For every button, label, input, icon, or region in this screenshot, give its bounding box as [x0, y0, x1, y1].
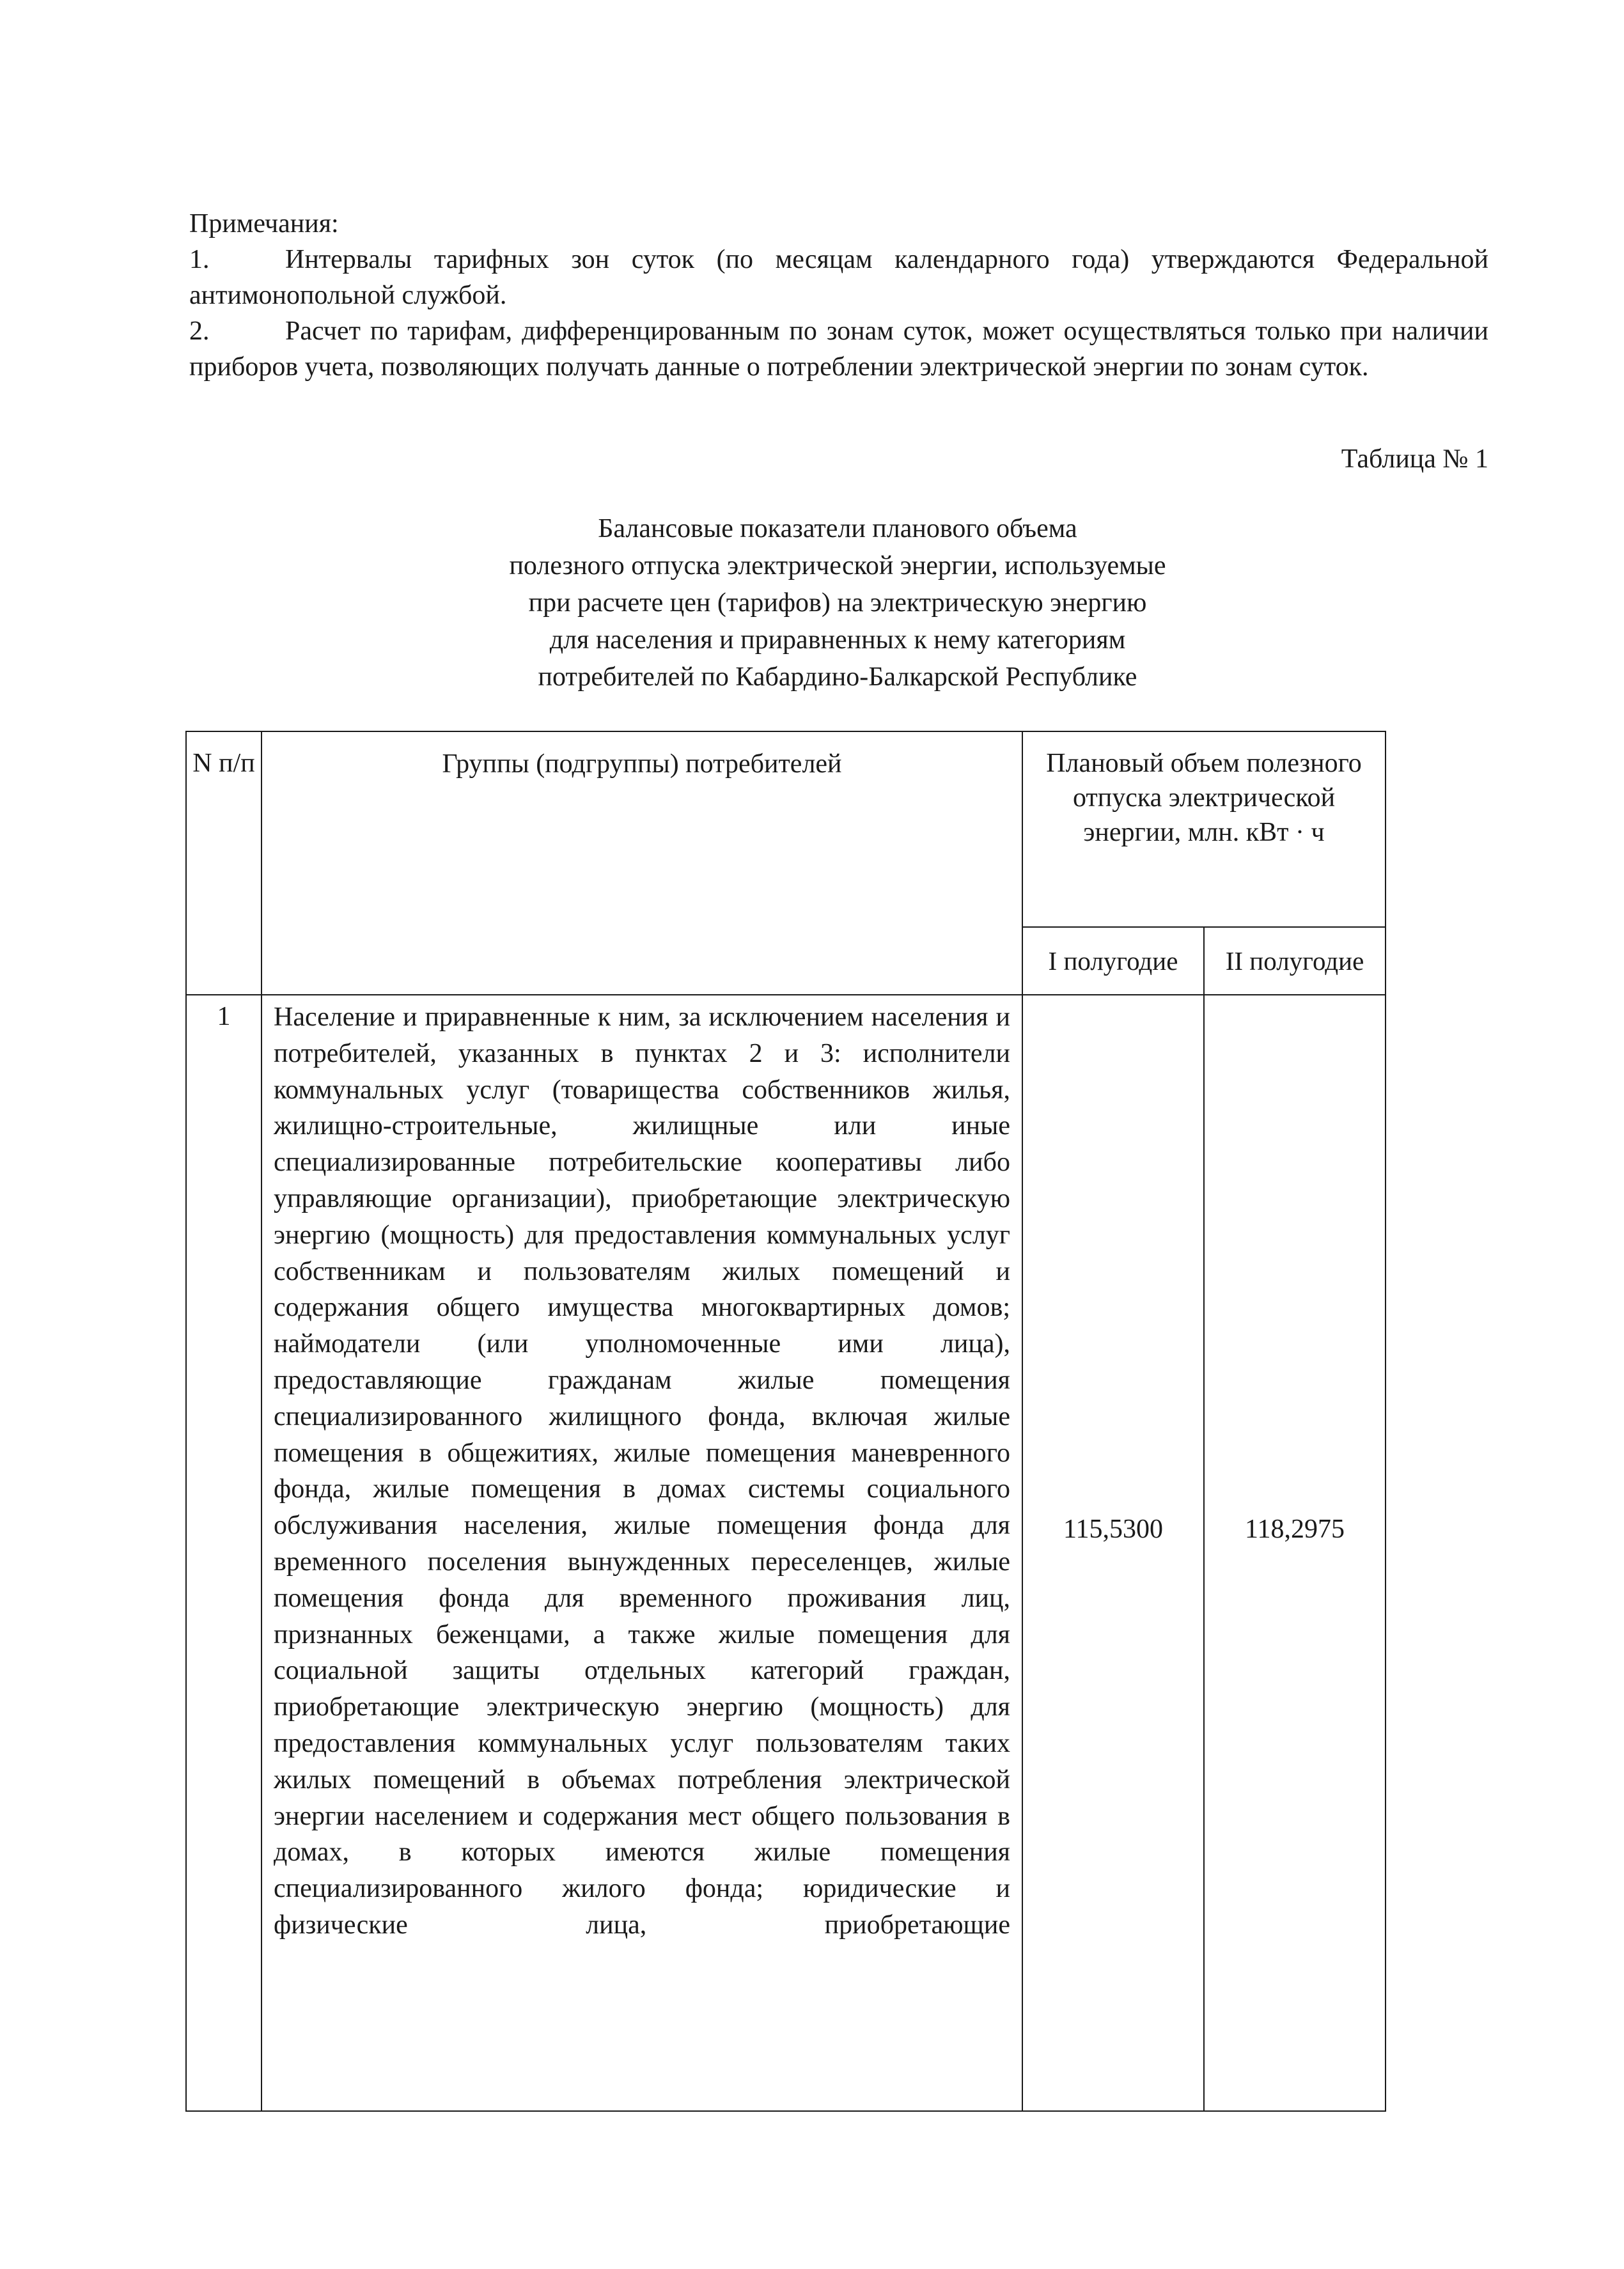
balance-table [185, 731, 1386, 2112]
notes-heading: Примечания: [189, 209, 339, 238]
notes-section [189, 206, 1488, 385]
half1-value-text: 115,5300 [1063, 1515, 1163, 1544]
note-number: 1. [189, 245, 210, 274]
note-number: 2. [189, 316, 210, 346]
note-item [189, 313, 1488, 385]
title-line: для населения и приравненных к нему категориям [549, 625, 1126, 655]
header-volume: Плановый объем полезного отпуска электрической энергии, млн. кВт · ч [1022, 731, 1386, 927]
header-num: N п/п [186, 731, 262, 995]
title-line: потребителей по Кабардино-Балкарской Республике [538, 662, 1137, 692]
half2-value-text: 118,2975 [1245, 1515, 1345, 1544]
note-text: Интервалы тарифных зон суток (по месяцам календарного года) утверждаются Федеральной антимонопольной службой. [189, 245, 1488, 310]
title-line: Балансовые показатели планового объема [598, 514, 1077, 543]
note-text: Расчет по тарифам, дифференцированным по зонам суток, может осуществляться только при наличии приборов учета, позволяющих получать данные о потреблении электрической энергии по зонам суток. [189, 316, 1488, 382]
table-number: Таблица № 1 [1341, 444, 1488, 474]
header-half2: II полугодие [1204, 927, 1386, 995]
row-number: 1 [186, 995, 262, 2111]
table-row [186, 995, 1386, 2111]
row-half2-value [1204, 995, 1386, 2111]
title-line: при расчете цен (тарифов) на электрическую энергию [528, 588, 1147, 618]
title-line: полезного отпуска электрической энергии, используемые [509, 551, 1166, 581]
table-header-row [186, 731, 1386, 927]
header-half1: I полугодие [1022, 927, 1204, 995]
note-item [189, 242, 1488, 313]
row-description: Население и приравненные к ним, за исключением населения и потребителей, указанных в пунктах 2 и 3: исполнители коммунальных услуг (товарищества собственников жилья, жилищно-строительные, жилищные или иные специализированные потребительские кооперативы либо управляющие организации), приобретающие электрическую энергию (мощность) для предоставления коммунальных услуг собственникам и пользователям жилых помещений и содержания общего имущества многоквартирных домов; наймодатели (или уполномоченные ими лица), предоставляющие гражданам жилые помещения специализированного жилищного фонда, включая жилые помещения в общежитиях, жилые помещения маневренного фонда, жилые помещения в домах системы социального обслуживания населения, жилые помещения фонда для временного поселения вынужденных переселенцев, жилые помещения фонда для временного проживания лиц, признанных беженцами, а также жилые помещения для социальной защиты отдельных категорий граждан, приобретающие электрическую энергию (мощность) для предоставления коммунальных услуг пользователям таких жилых помещений в объемах потребления электрической энергии населением и содержания мест общего пользования в домах, в которых имеются жилые помещения специализированного жилого фонда; юридические и физические лица, приобретающие [262, 995, 1022, 2111]
table-title [345, 510, 1330, 696]
header-group: Группы (подгруппы) потребителей [262, 731, 1022, 995]
row-half1-value [1022, 995, 1204, 2111]
